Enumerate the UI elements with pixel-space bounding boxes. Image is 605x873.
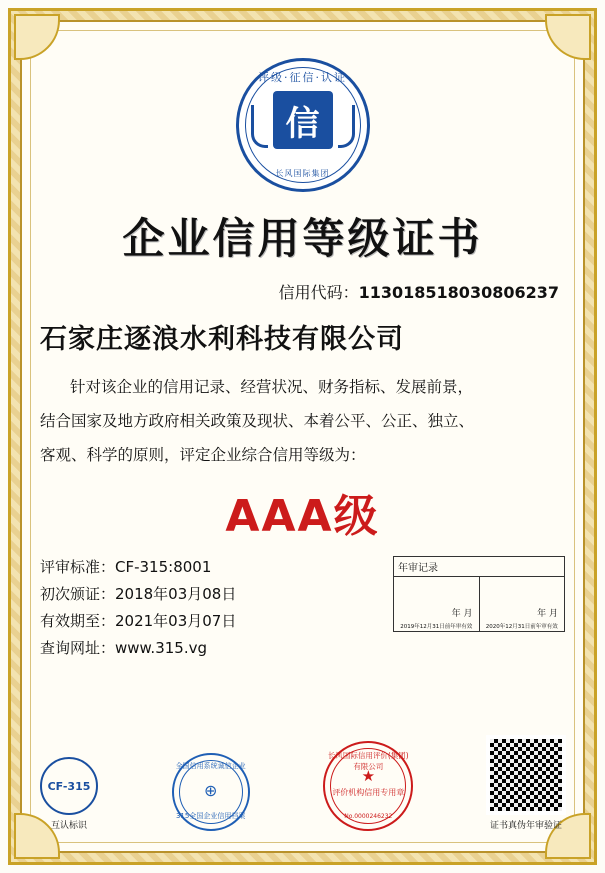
cf315-mark <box>40 757 98 831</box>
red-stamp-top-text: 长风国际信用评价(集团)有限公司 <box>327 751 409 771</box>
certificate-title: 企业信用等级证书 <box>122 214 483 263</box>
credit-code-value: 113018518030806237 <box>358 283 559 302</box>
qr-verification <box>487 736 565 831</box>
annual-review-note: 2020年12月31日前年审有效 <box>485 624 558 630</box>
blue-stamp <box>172 753 250 831</box>
body-line-1: 针对该企业的信用记录、经营状况、财务指标、发展前景， <box>70 378 474 396</box>
red-stamp-mid-text: 评价机构信用专用章 <box>332 788 405 797</box>
qr-caption: 证书真伪年审验证 <box>489 821 562 831</box>
laurel-right-icon <box>338 105 355 148</box>
annual-review-cells <box>394 577 564 631</box>
cf315-caption: 互认标识 <box>50 821 87 831</box>
body-line-3: 客观、科学的原则，评定企业综合信用等级为： <box>40 446 366 464</box>
globe-icon: ⊕ <box>203 781 218 800</box>
details-row <box>40 554 565 662</box>
annual-review-year-month: 年 月 <box>537 609 558 619</box>
certificate-content <box>40 36 565 837</box>
credit-grade: AAA级 <box>225 491 380 542</box>
detail-website: 查询网址：www.315.vg <box>40 639 207 657</box>
certificate-details <box>40 554 393 662</box>
annual-review-year-month: 年 月 <box>451 609 473 619</box>
blue-stamp-icon <box>172 753 250 831</box>
detail-valid-until: 有效期至：2021年03月07日 <box>40 612 237 630</box>
organization-seal-icon <box>236 58 370 192</box>
detail-issue-date: 初次颁证：2018年03月08日 <box>40 585 237 603</box>
blue-stamp-bottom-text: 315全国企业信用档案 <box>175 812 246 820</box>
blue-stamp-top-text: 全国信用系统诚信企业 <box>175 762 246 770</box>
qr-code-icon <box>487 736 565 814</box>
detail-standard: 评审标准：CF-315:8001 <box>40 558 212 576</box>
seal-arc-text: 评级·征信·认证 <box>258 71 347 84</box>
laurel-left-icon <box>251 105 268 148</box>
emblem-area <box>40 58 565 192</box>
red-stamp-icon <box>323 741 413 831</box>
body-line-2: 结合国家及地方政府相关政策及现状、本着公平、公正、独立、 <box>40 412 475 430</box>
seal-bottom-text: 长风国际集团 <box>275 169 330 178</box>
company-name: 石家庄逐浪水利科技有限公司 <box>40 324 404 355</box>
credit-code-line <box>40 280 565 303</box>
red-official-stamp <box>323 741 413 831</box>
red-stamp-number: No.0000246232 <box>344 813 393 820</box>
annual-review-note: 2019年12月31日前年审有效 <box>400 624 473 630</box>
certificate-footer <box>40 736 565 831</box>
annual-review-cell <box>394 577 479 631</box>
cf315-stamp-icon: CF-315 <box>40 757 98 815</box>
seal-center-character: 信 <box>273 91 333 149</box>
credit-code-label: 信用代码： <box>278 283 359 302</box>
certificate-body <box>40 370 565 472</box>
annual-review-box <box>393 556 565 632</box>
annual-review-title: 年审记录 <box>394 557 564 577</box>
star-icon: ★ <box>361 767 376 785</box>
annual-review-cell <box>479 577 565 631</box>
